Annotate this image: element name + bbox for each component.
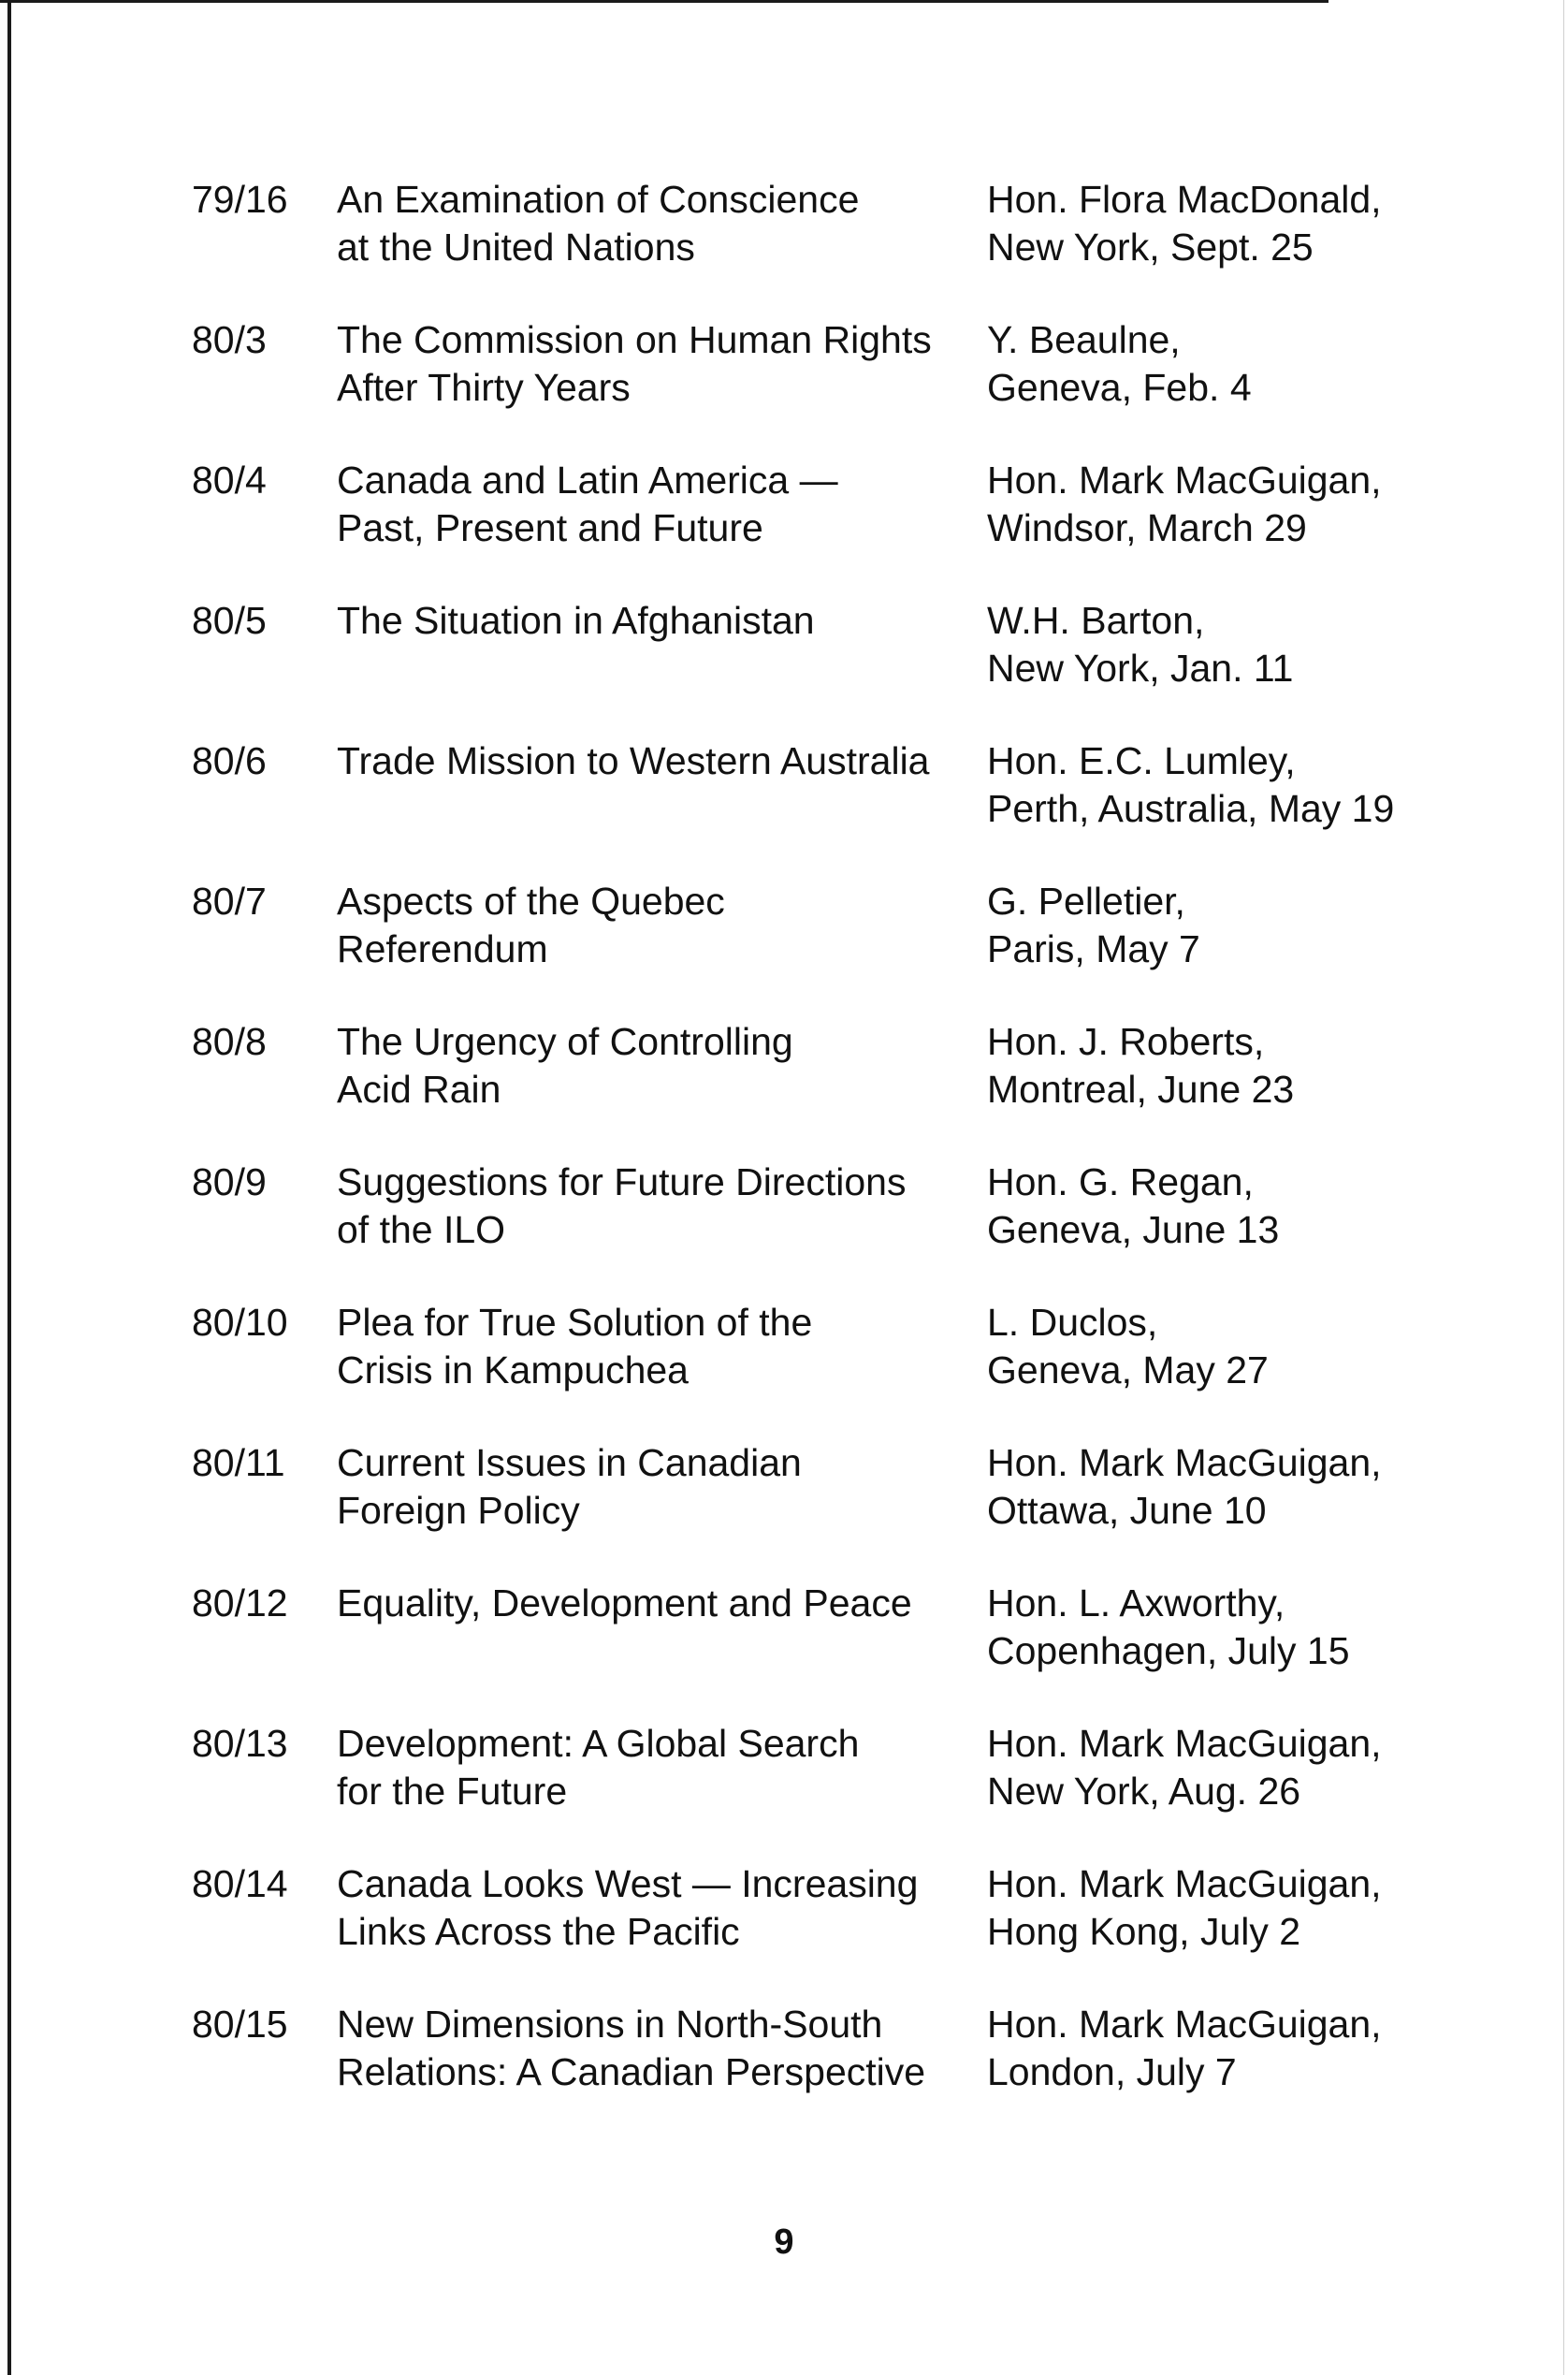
statement-title	[337, 316, 987, 412]
list-item	[192, 878, 1436, 1018]
page-number: 9	[774, 2222, 794, 2262]
speaker-place-date: Copenhagen, July 15	[987, 1629, 1350, 1672]
statement-title-line: Development: A Global Search	[337, 1722, 860, 1765]
statement-title	[337, 1018, 987, 1114]
statement-speaker	[987, 457, 1436, 552]
speaker-place-date: New York, Sept. 25	[987, 226, 1314, 269]
list-item	[192, 2001, 1436, 2141]
statement-title	[337, 878, 987, 973]
statement-title-line: Crisis in Kampuchea	[337, 1348, 689, 1391]
statement-title	[337, 176, 987, 271]
speaker-name: Hon. Mark MacGuigan,	[987, 1722, 1382, 1765]
list-item	[192, 316, 1436, 457]
statement-number: 80/3	[192, 318, 267, 361]
statement-number: 80/4	[192, 459, 267, 502]
statement-speaker	[987, 597, 1436, 692]
statement-title-line: Equality, Development and Peace	[337, 1581, 912, 1625]
statement-number: 80/9	[192, 1160, 267, 1203]
speaker-name: Hon. Mark MacGuigan,	[987, 2003, 1382, 2046]
statement-speaker	[987, 1580, 1436, 1675]
statement-title-line: Suggestions for Future Directions	[337, 1160, 907, 1203]
statement-speaker	[987, 878, 1436, 973]
speaker-name: Hon. E.C. Lumley,	[987, 739, 1296, 782]
statements-list	[192, 176, 1436, 2141]
statement-speaker	[987, 1158, 1436, 1254]
statement-speaker	[987, 176, 1436, 271]
statement-title	[337, 2001, 987, 2096]
statement-number: 80/11	[192, 1441, 285, 1484]
statement-number: 80/5	[192, 599, 267, 642]
statement-title	[337, 1439, 987, 1535]
statement-title-line: Past, Present and Future	[337, 506, 763, 549]
statement-title-line: Referendum	[337, 927, 548, 970]
statement-title-line: Links Across the Pacific	[337, 1910, 740, 1953]
statement-title-line: Canada Looks West — Increasing	[337, 1862, 919, 1905]
statement-title	[337, 597, 987, 645]
list-item	[192, 1580, 1436, 1720]
right-edge-line	[1563, 0, 1564, 2375]
top-edge-line	[0, 0, 1328, 3]
statement-number: 80/7	[192, 880, 267, 923]
statement-title-line: The Urgency of Controlling	[337, 1020, 793, 1063]
statement-number: 80/14	[192, 1862, 288, 1905]
speaker-place-date: Geneva, June 13	[987, 1208, 1280, 1251]
list-item	[192, 737, 1436, 878]
statement-number: 80/13	[192, 1722, 288, 1765]
statement-speaker	[987, 1860, 1436, 1956]
statement-title	[337, 1580, 987, 1627]
speaker-place-date: Windsor, March 29	[987, 506, 1307, 549]
speaker-name: W.H. Barton,	[987, 599, 1205, 642]
list-item	[192, 597, 1436, 737]
speaker-place-date: New York, Aug. 26	[987, 1770, 1301, 1813]
list-item	[192, 457, 1436, 597]
statement-title	[337, 1720, 987, 1815]
speaker-place-date: New York, Jan. 11	[987, 647, 1294, 690]
statement-title-line: An Examination of Conscience	[337, 178, 860, 221]
list-item	[192, 1018, 1436, 1158]
statement-number: 80/6	[192, 739, 267, 782]
list-item	[192, 1439, 1436, 1580]
speaker-name: Hon. Mark MacGuigan,	[987, 459, 1382, 502]
statement-title	[337, 1299, 987, 1394]
statement-speaker	[987, 1720, 1436, 1815]
speaker-name: Hon. Flora MacDonald,	[987, 178, 1382, 221]
statement-title-line: Relations: A Canadian Perspective	[337, 2050, 926, 2093]
speaker-name: Hon. Mark MacGuigan,	[987, 1441, 1382, 1484]
statement-title-line: Plea for True Solution of the	[337, 1301, 813, 1344]
statement-speaker	[987, 737, 1436, 833]
speaker-place-date: Ottawa, June 10	[987, 1489, 1267, 1532]
statement-title-line: The Situation in Afghanistan	[337, 599, 815, 642]
binding-edge-line	[7, 0, 11, 2375]
statement-speaker	[987, 1018, 1436, 1114]
list-item	[192, 176, 1436, 316]
statement-title-line: After Thirty Years	[337, 366, 631, 409]
list-item	[192, 1299, 1436, 1439]
speaker-name: Hon. J. Roberts,	[987, 1020, 1265, 1063]
statement-title-line: at the United Nations	[337, 226, 695, 269]
statement-title	[337, 1860, 987, 1956]
speaker-place-date: Hong Kong, July 2	[987, 1910, 1301, 1953]
speaker-name: Y. Beaulne,	[987, 318, 1181, 361]
speaker-name: Hon. L. Axworthy,	[987, 1581, 1285, 1625]
statement-title-line: Aspects of the Quebec	[337, 880, 725, 923]
speaker-place-date: Geneva, Feb. 4	[987, 366, 1252, 409]
list-item	[192, 1860, 1436, 2001]
statement-title-line: New Dimensions in North-South	[337, 2003, 883, 2046]
statement-title-line: Foreign Policy	[337, 1489, 580, 1532]
speaker-place-date: Paris, May 7	[987, 927, 1200, 970]
statement-title-line: of the ILO	[337, 1208, 506, 1251]
speaker-name: G. Pelletier,	[987, 880, 1185, 923]
statement-speaker	[987, 1439, 1436, 1535]
statement-number: 80/8	[192, 1020, 267, 1063]
statement-title-line: Acid Rain	[337, 1068, 501, 1111]
speaker-name: L. Duclos,	[987, 1301, 1158, 1344]
statement-number: 79/16	[192, 178, 288, 221]
statement-speaker	[987, 1299, 1436, 1394]
statement-speaker	[987, 2001, 1436, 2096]
statement-number: 80/12	[192, 1581, 288, 1625]
statement-title	[337, 457, 987, 552]
speaker-place-date: Geneva, May 27	[987, 1348, 1269, 1391]
speaker-place-date: Perth, Australia, May 19	[987, 787, 1395, 830]
statement-title-line: The Commission on Human Rights	[337, 318, 932, 361]
statement-title-line: Current Issues in Canadian	[337, 1441, 802, 1484]
statement-title-line: Trade Mission to Western Australia	[337, 739, 930, 782]
list-item	[192, 1158, 1436, 1299]
speaker-place-date: Montreal, June 23	[987, 1068, 1295, 1111]
speaker-place-date: London, July 7	[987, 2050, 1237, 2093]
statement-title-line: for the Future	[337, 1770, 568, 1813]
statement-title	[337, 737, 987, 785]
statement-title-line: Canada and Latin America —	[337, 459, 838, 502]
statement-number: 80/10	[192, 1301, 288, 1344]
statement-number: 80/15	[192, 2003, 288, 2046]
list-item	[192, 1720, 1436, 1860]
statement-title	[337, 1158, 987, 1254]
speaker-name: Hon. G. Regan,	[987, 1160, 1254, 1203]
statement-speaker	[987, 316, 1436, 412]
speaker-name: Hon. Mark MacGuigan,	[987, 1862, 1382, 1905]
